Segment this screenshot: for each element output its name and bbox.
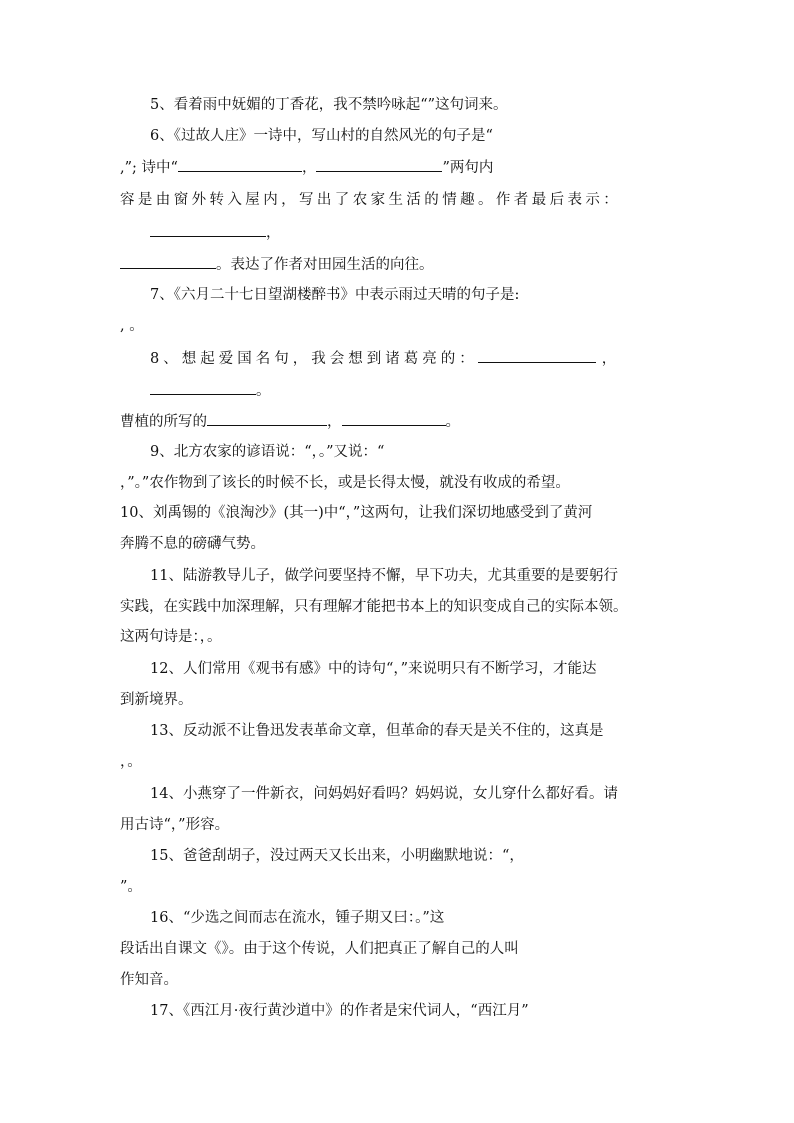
question-10-line-2: 奔腾不息的磅礴气势。 [120, 536, 265, 552]
question-8-line-3: 曹植的所写的 ， 。 [120, 411, 460, 432]
question-7-line-2: , 。 [120, 318, 144, 334]
question-13-line-1: 13、反动派不让鲁迅发表革命文章，但革命的春天是关不住的，这真是 [150, 723, 604, 739]
question-6-line-5: 。表达了作者对田园生活的向往。 [120, 254, 434, 275]
question-6-line-3: 容是由窗外转入屋内，写出了农家生活的情趣。作者最后表示： [120, 192, 622, 208]
question-13-line-2: ，。 [120, 754, 142, 770]
answer-blank[interactable] [178, 157, 302, 172]
question-12-line-1: 12、人们常用《观书有感》中的诗句“，”来说明只有不断学习，才能达 [150, 661, 597, 677]
question-11-line-1: 11、陆游教导儿子，做学问要坚持不懈，早下功夫，尤其重要的是要躬行 [150, 568, 618, 584]
question-15-line-2: ”。 [120, 879, 142, 895]
question-6-line-1: 6、《过故人庄》一诗中，写山村的自然风光的句子是“ [150, 128, 493, 144]
question-12-line-2: 到新境界。 [120, 692, 193, 708]
question-6-line-2: ,”; 诗中“ ， ”两句内 [120, 157, 493, 178]
question-5: 5、看着雨中妩媚的丁香花，我不禁吟咏起“”这句词来。 [150, 97, 508, 113]
question-14-line-2: 用古诗“，”形容。 [120, 817, 230, 833]
question-11-line-3: 这两句诗是：，。 [120, 629, 222, 645]
question-6-line-4: ， [150, 222, 281, 243]
question-17-line-1: 17、《西江月·夜行黄沙道中》的作者是宋代词人，“西江月” [150, 1003, 529, 1019]
answer-blank[interactable] [316, 157, 442, 172]
question-9-line-2: ，”。”农作物到了该长的时候不长，或是长得太慢，就没有收成的希望。 [120, 475, 570, 491]
question-16-line-1: 16、“少选之间而志在流水，锺子期又曰：。”这 [150, 910, 445, 926]
answer-blank[interactable] [207, 411, 327, 426]
answer-blank[interactable] [342, 411, 446, 426]
question-8-line-1: 8、想起爱国名句，我会想到诸葛亮的： ， [150, 348, 620, 369]
question-15-line-1: 15、爸爸刮胡子，没过两天又长出来，小明幽默地说：“， [150, 848, 524, 864]
answer-blank[interactable] [150, 380, 256, 395]
question-9-line-1: 9、北方农家的谚语说：“，。”又说：“ [150, 444, 385, 460]
question-16-line-3: 作知音。 [120, 972, 178, 988]
question-8-line-2: 。 [150, 380, 271, 401]
question-16-line-2: 段话出自课文《》。由于这个传说，人们把真正了解自己的人叫 [120, 941, 519, 957]
answer-blank[interactable] [150, 222, 266, 237]
answer-blank[interactable] [120, 254, 216, 269]
answer-blank[interactable] [478, 348, 596, 363]
question-11-line-2: 实践，在实践中加深理解，只有理解才能把书本上的知识变成自己的实际本领。 [120, 599, 628, 615]
question-14-line-1: 14、小燕穿了一件新衣，问妈妈好看吗？妈妈说，女儿穿什么都好看。请 [150, 786, 618, 802]
question-7-line-1: 7、《六月二十七日望湖楼醉书》中表示雨过天晴的句子是: [150, 287, 520, 303]
question-10-line-1: 10、刘禹锡的《浪淘沙》(其一)中“，”这两句，让我们深切地感受到了黄河 [120, 505, 593, 521]
